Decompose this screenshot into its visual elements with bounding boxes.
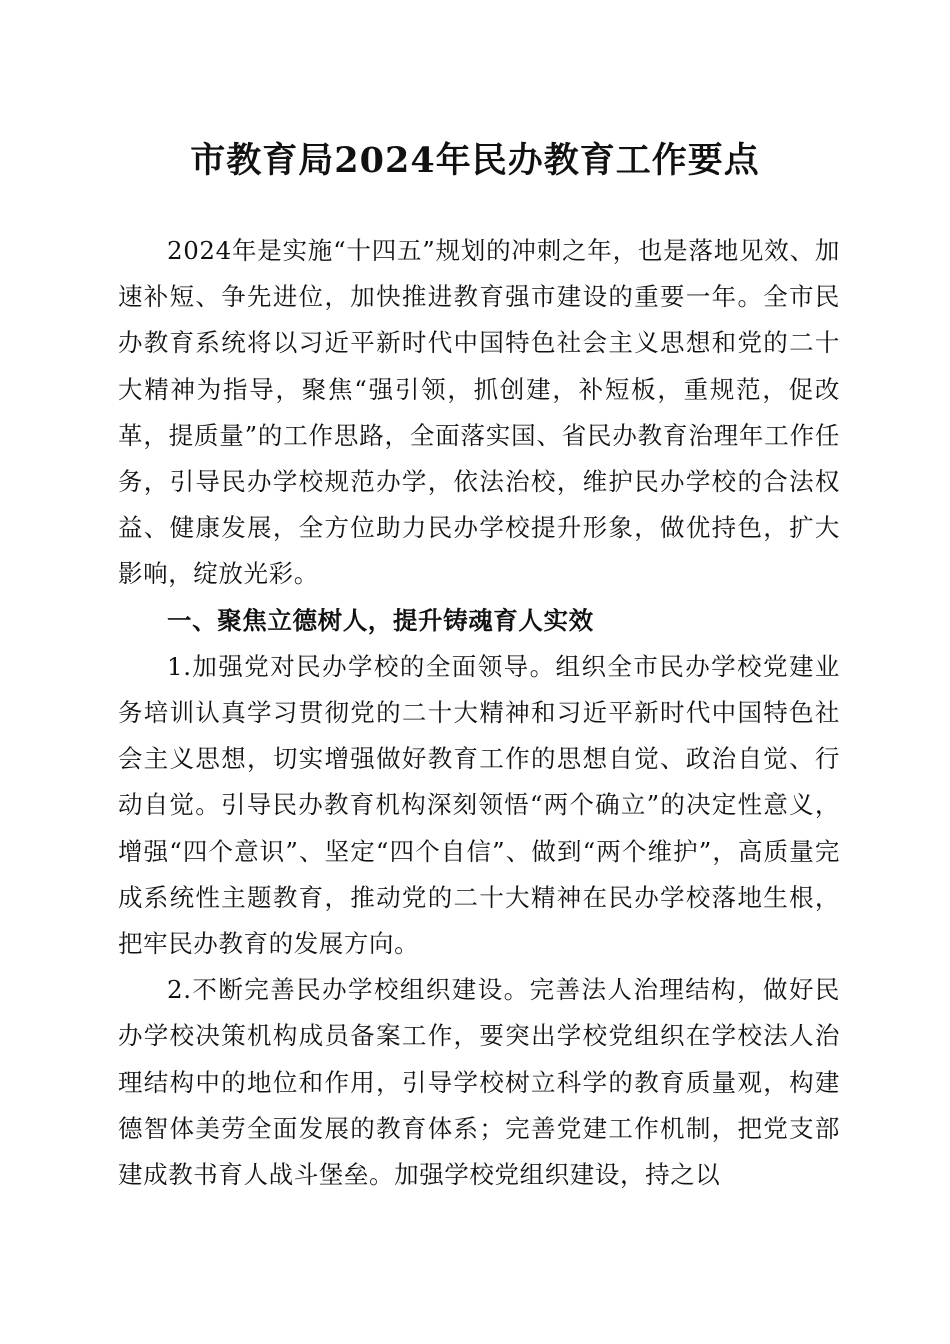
intro-paragraph: 2024年是实施“十四五”规划的冲刺之年，也是落地见效、加速补短、争先进位，加快推进教育强市建设的重要一年。全市民办教育系统将以习近平新时代中国特色社会主义思想和党的二十大精神为指导，聚焦“强引领，抓创建，补短板，重规范，促改革，提质量”的工作思路，全面落实国、省民办教育治理年工作任务，引导民办学校规范办学，依法治校，维护民办学校的合法权益、健康发展，全方位助力民办学校提升形象，做优持色，扩大影响，绽放光彩。 [118,236,840,589]
document-body [118,228,840,1198]
section-heading: 一、聚焦立德树人，提升铸魂育人实效 [167,605,594,635]
item-paragraph-2: 2.不断完善民办学校组织建设。完善法人治理结构，做好民办学校决策机构成员备案工作，要突出学校党组织在学校法人治理结构中的地位和作用，引导学校树立科学的教育质量观，构建德智体美劳全面发展的教育体系；完善党建工作机制，把党支部建成教书育人战斗堡垒。加强学校党组织建设，持之以 [118,975,840,1190]
document-title: 市教育局2024年民办教育工作要点 [190,140,760,181]
item-paragraph-1: 1.加强党对民办学校的全面领导。组织全市民办学校党建业务培训认真学习贯彻党的二十大精神和习近平新时代中国特色社会主义思想，切实增强做好教育工作的思想自觉、政治自觉、行动自觉。引导民办教育机构深刻领悟“两个确立”的决定性意义，增强“四个意识”、坚定“四个自信”、做到“两个维护”，高质量完成系统性主题教育，推动党的二十大精神在民办学校落地生根，把牢民办教育的发展方向。 [118,651,840,959]
